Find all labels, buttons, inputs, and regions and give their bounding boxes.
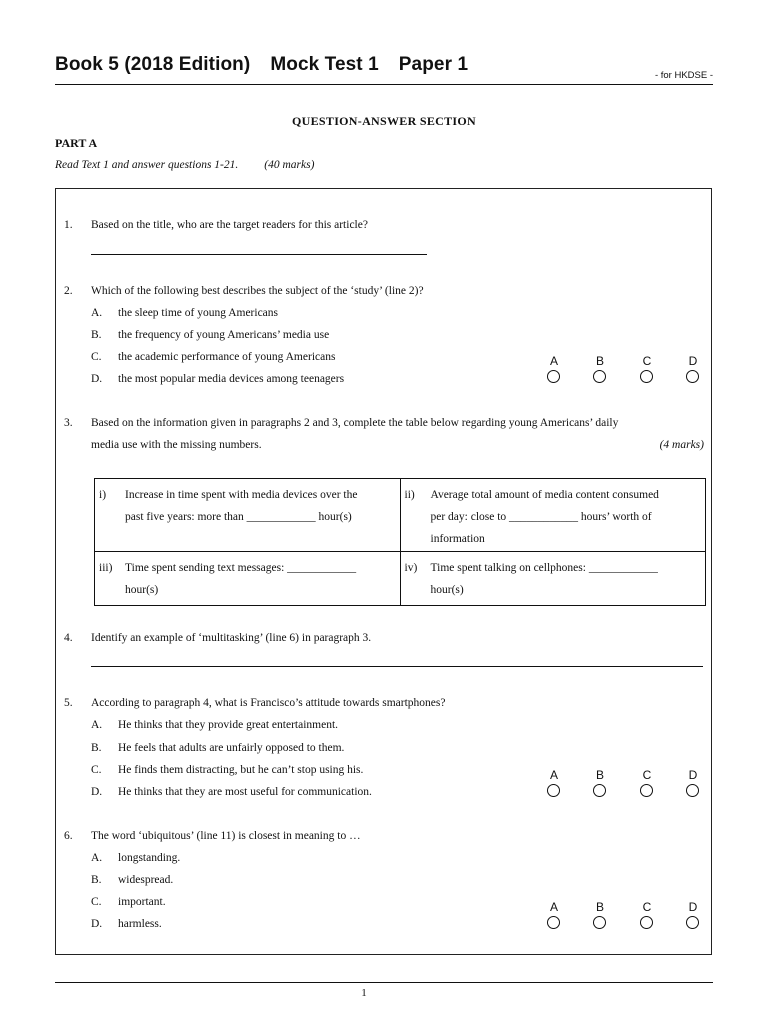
mock-test-label: Mock Test 1 — [270, 54, 379, 75]
option-letter: A. — [91, 852, 103, 864]
bubble-label: A — [549, 768, 558, 782]
option-text: harmless. — [118, 918, 162, 930]
bubble-label: C — [642, 768, 652, 782]
option-letter: D. — [91, 786, 103, 798]
question-number: 3. — [64, 417, 73, 429]
question-text: Which of the following best describes the subject of the ‘study’ (line 2)? — [91, 285, 424, 297]
option-text: widespread. — [118, 874, 174, 886]
section-title: QUESTION-ANSWER SECTION — [292, 114, 476, 128]
cell-text: per day: close to ____________ hours’ worth of — [430, 511, 652, 523]
answer-bubble-b[interactable] — [593, 916, 606, 929]
bubble-label: A — [549, 354, 558, 368]
option-letter: C. — [91, 896, 102, 908]
cell-text: information — [430, 533, 485, 545]
bubble-label: B — [595, 768, 604, 782]
book-title: Book 5 (2018 Edition) — [55, 54, 251, 75]
instructions-text: Read Text 1 and answer questions 1-21. — [55, 159, 239, 171]
option-letter: A. — [91, 307, 103, 319]
option-text: important. — [118, 896, 166, 908]
footer-divider — [55, 982, 713, 983]
question-number: 1. — [64, 219, 73, 231]
option-text: the most popular media devices among teenagers — [118, 373, 345, 385]
cell-text: past five years: more than ____________ hour(s) — [125, 511, 352, 523]
cell-text: Increase in time spent with media devices over the — [125, 489, 358, 501]
header-divider — [55, 84, 713, 85]
cell-text: Time spent sending text messages: ____________ — [125, 562, 357, 574]
answer-bubble-d[interactable] — [686, 916, 699, 929]
total-marks: (40 marks) — [264, 159, 315, 171]
bubble-label: B — [595, 900, 604, 914]
table-cell[interactable] — [95, 479, 401, 552]
part-label: PART A — [55, 136, 98, 150]
answer-bubble-a[interactable] — [547, 784, 560, 797]
answer-bubble-c[interactable] — [640, 916, 653, 929]
option-text: longstanding. — [118, 852, 181, 864]
bubble-label: D — [688, 354, 698, 368]
question-number: 2. — [64, 285, 73, 297]
page-number: 1 — [361, 987, 367, 999]
option-text: the academic performance of young Americans — [118, 351, 336, 363]
option-text: He finds them distracting, but he can’t stop using his. — [118, 764, 364, 776]
question-marks: (4 marks) — [659, 439, 704, 451]
option-text: He feels that adults are unfairly opposed to them. — [118, 742, 345, 754]
table-cell[interactable] — [400, 479, 706, 552]
answer-line-q4[interactable] — [91, 666, 703, 667]
question-text: According to paragraph 4, what is Francisco’s attitude towards smartphones? — [91, 697, 446, 709]
answer-bubble-a[interactable] — [547, 370, 560, 383]
option-letter: C. — [91, 764, 102, 776]
option-text: He thinks that they provide great entertainment. — [118, 719, 339, 731]
option-text: the sleep time of young Americans — [118, 307, 279, 319]
cell-numeral: i) — [99, 489, 107, 501]
option-letter: D. — [91, 918, 103, 930]
cell-text: hour(s) — [430, 584, 464, 596]
answer-line-q1[interactable] — [91, 254, 427, 255]
question-text: Based on the title, who are the target readers for this article? — [91, 219, 368, 231]
option-text: the frequency of young Americans’ media use — [118, 329, 330, 341]
table-cell[interactable] — [400, 552, 706, 606]
option-text: He thinks that they are most useful for communication. — [118, 786, 372, 798]
question-number: 4. — [64, 632, 73, 644]
answer-bubble-c[interactable] — [640, 784, 653, 797]
question-text: The word ‘ubiquitous’ (line 11) is closest in meaning to … — [91, 830, 361, 842]
question-text: Based on the information given in paragraphs 2 and 3, complete the table below regarding young Americans’ daily — [91, 417, 619, 429]
answer-bubble-d[interactable] — [686, 370, 699, 383]
question-text-cont: media use with the missing numbers. — [91, 439, 262, 451]
cell-text: Time spent talking on cellphones: ____________ — [430, 562, 658, 574]
instructions — [55, 159, 314, 171]
question-number: 6. — [64, 830, 73, 842]
exam-tag: - for HKDSE - — [654, 70, 713, 81]
answer-bubbles-q6 — [547, 900, 707, 930]
answer-bubble-b[interactable] — [593, 370, 606, 383]
table-cell[interactable] — [95, 552, 401, 606]
answer-bubble-a[interactable] — [547, 916, 560, 929]
option-letter: B. — [91, 742, 102, 754]
page-header-title — [55, 54, 468, 76]
cell-numeral: ii) — [404, 489, 415, 501]
bubble-label: A — [549, 900, 558, 914]
option-letter: C. — [91, 351, 102, 363]
bubble-label: C — [642, 900, 652, 914]
option-letter: D. — [91, 373, 103, 385]
cell-numeral: iv) — [404, 562, 418, 574]
cell-text: Average total amount of media content consumed — [430, 489, 659, 501]
media-use-table — [94, 478, 706, 606]
question-number: 5. — [64, 697, 73, 709]
bubble-label: D — [688, 900, 698, 914]
option-letter: B. — [91, 329, 102, 341]
answer-bubble-b[interactable] — [593, 784, 606, 797]
answer-bubbles-q2 — [547, 354, 707, 384]
question-text: Identify an example of ‘multitasking’ (line 6) in paragraph 3. — [91, 632, 372, 644]
answer-bubble-c[interactable] — [640, 370, 653, 383]
answer-bubbles-q5 — [547, 768, 707, 798]
paper-label: Paper 1 — [398, 54, 469, 75]
answer-bubble-d[interactable] — [686, 784, 699, 797]
bubble-label: C — [642, 354, 652, 368]
bubble-label: D — [688, 768, 698, 782]
option-letter: B. — [91, 874, 102, 886]
option-letter: A. — [91, 719, 103, 731]
cell-text: hour(s) — [125, 584, 159, 596]
cell-numeral: iii) — [99, 562, 113, 574]
bubble-label: B — [595, 354, 604, 368]
